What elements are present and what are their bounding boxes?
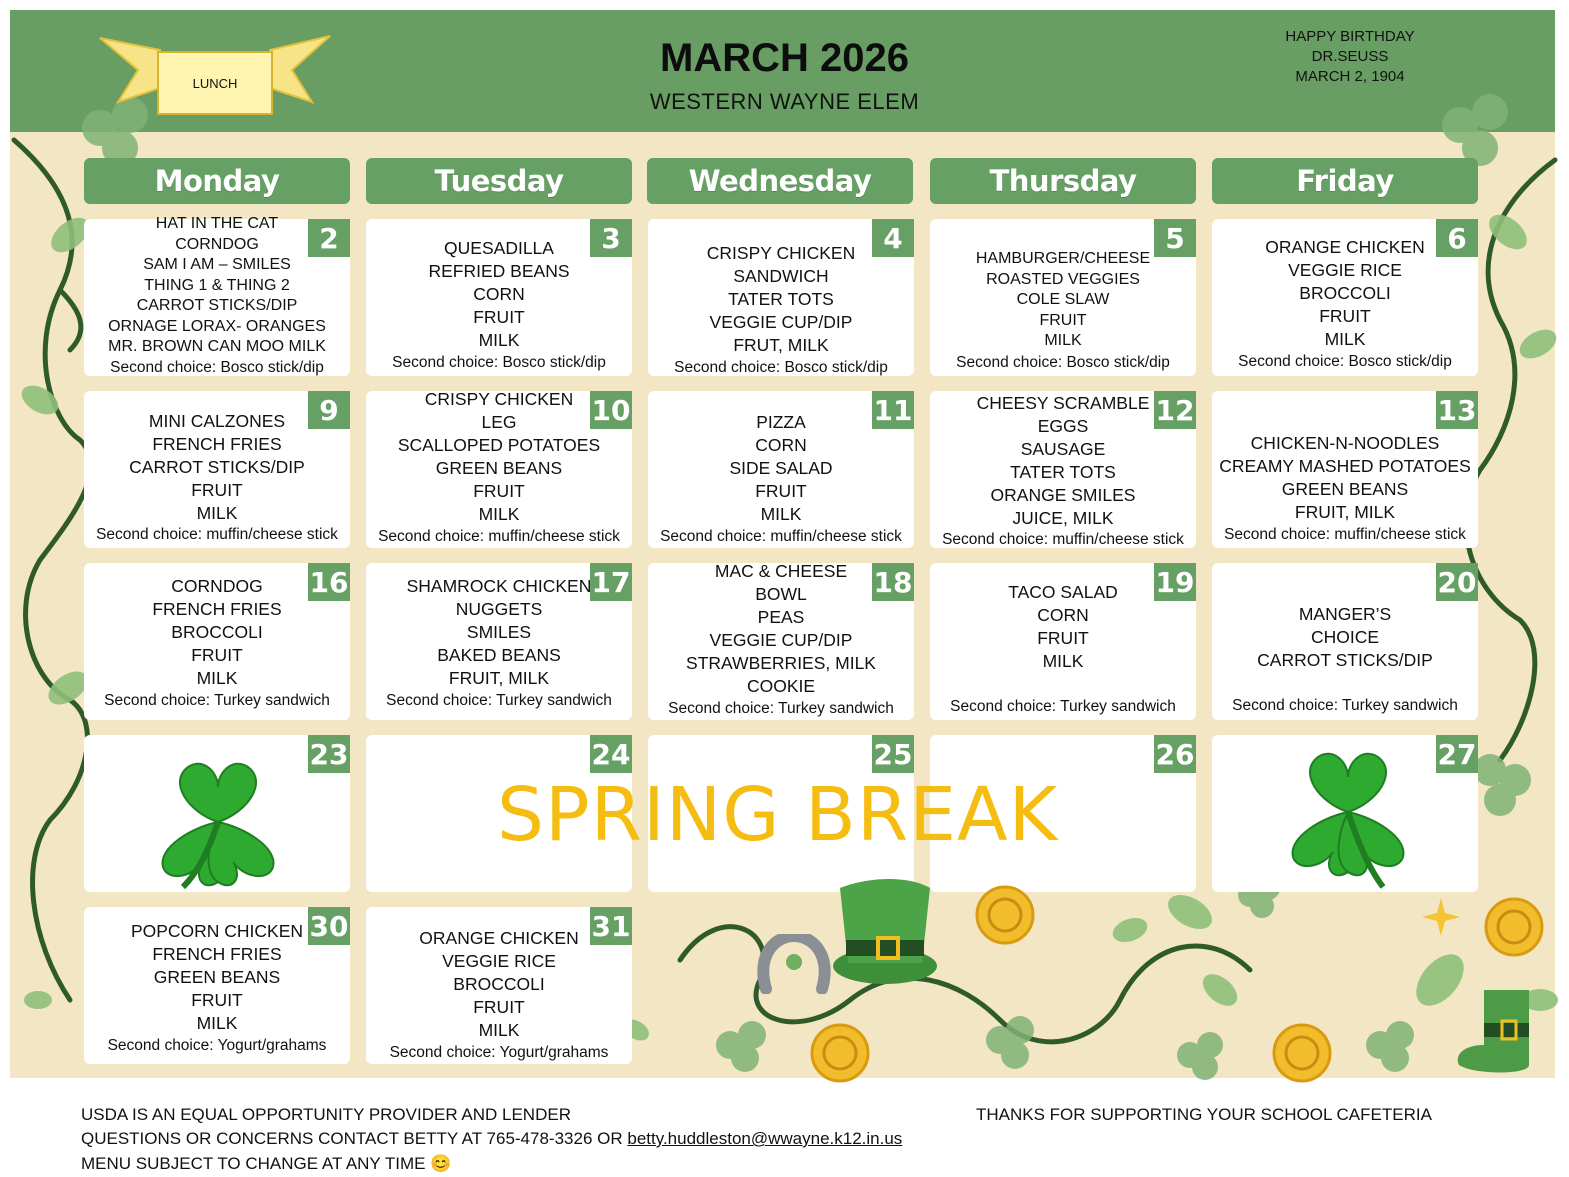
birthday-line: DR.SEUSS <box>1311 48 1389 65</box>
day-cell <box>84 907 350 1064</box>
menu-item: CHEESY SCRAMBLE <box>976 393 1150 413</box>
menu-item: FRUT, MILK <box>733 335 829 355</box>
sparkle-icon <box>1422 898 1460 936</box>
menu-item: CORN <box>473 284 525 304</box>
second-choice: Second choice: Bosco stick/dip <box>392 354 606 371</box>
menu-item: FRENCH FRIES <box>152 434 282 454</box>
footer-contact <box>81 1129 902 1149</box>
menu-item: COOKIE <box>746 676 816 696</box>
menu-item: MILK <box>478 1020 520 1040</box>
date-number: 27 <box>1436 735 1478 773</box>
footer-thanks: THANKS FOR SUPPORTING YOUR SCHOOL CAFETERIA <box>976 1105 1432 1124</box>
menu-item: BROCCOLI <box>1299 283 1391 303</box>
menu-item: ORANGE CHICKEN <box>1265 237 1425 257</box>
menu-item: MILK <box>196 668 238 688</box>
menu-item: FRUIT <box>1319 306 1371 326</box>
footer-contact-text: QUESTIONS OR CONCERNS CONTACT BETTY AT 765-478-3326 OR <box>81 1129 628 1148</box>
shamrock-icon <box>138 752 298 892</box>
date-number: 6 <box>1436 219 1478 257</box>
day-cell <box>1212 563 1478 720</box>
gold-coin-icon <box>1272 1023 1332 1083</box>
date-number: 17 <box>590 563 632 601</box>
menu-item: MILK <box>196 503 238 523</box>
menu-item: GREEN BEANS <box>153 967 281 987</box>
day-cell <box>930 219 1196 376</box>
menu-item: FRUIT <box>1039 311 1087 329</box>
menu-item: CARROT STICKS/DIP <box>129 457 305 477</box>
footer-usda: USDA IS AN EQUAL OPPORTUNITY PROVIDER AND LENDER <box>81 1105 571 1124</box>
menu-item: POPCORN CHICKEN <box>130 921 304 941</box>
menu-item: MANGER’S <box>1298 604 1392 624</box>
menu-item: SAM I AM – SMILES <box>143 256 291 273</box>
menu-item: HAMBURGER/CHEESE <box>975 250 1151 267</box>
menu-item: STRAWBERRIES, MILK <box>686 653 876 673</box>
menu-item: FRUIT <box>473 481 525 501</box>
day-cell <box>366 219 632 376</box>
date-number: 31 <box>590 907 632 945</box>
menu-item: FRUIT, MILK <box>448 668 550 688</box>
menu-item: MILK <box>1044 332 1082 349</box>
day-header-friday: Friday <box>1212 158 1478 204</box>
menu-item: HAT IN THE CAT <box>155 215 279 232</box>
second-choice: Second choice: Turkey sandwich <box>386 692 612 709</box>
day-cell <box>930 563 1196 720</box>
date-number: 3 <box>590 219 632 257</box>
date-number: 26 <box>1154 735 1196 773</box>
second-choice: Second choice: Turkey sandwich <box>1232 697 1458 714</box>
menu-item: FRUIT <box>473 307 525 327</box>
day-cell <box>84 563 350 720</box>
second-choice: Second choice: muffin/cheese stick <box>660 528 902 545</box>
menu-item: SANDWICH <box>733 266 829 286</box>
menu-item: MILK <box>1042 651 1084 671</box>
date-number: 4 <box>872 219 914 257</box>
day-header-monday: Monday <box>84 158 350 204</box>
menu-item: VEGGIE CUP/DIP <box>709 630 853 650</box>
date-number: 12 <box>1154 391 1196 429</box>
menu-item: BAKED BEANS <box>437 645 561 665</box>
menu-item: BROCCOLI <box>453 974 545 994</box>
date-number: 2 <box>308 219 350 257</box>
day-cell <box>366 907 632 1064</box>
school-name: WESTERN WAYNE ELEM <box>649 89 920 114</box>
gold-coin-icon <box>975 885 1035 945</box>
date-number: 5 <box>1154 219 1196 257</box>
menu-item: TACO SALAD <box>1008 582 1118 602</box>
date-number: 25 <box>872 735 914 773</box>
menu-item: REFRIED BEANS <box>428 261 570 281</box>
menu-item: ROASTED VEGGIES <box>986 270 1140 288</box>
menu-item: FRUIT, MILK <box>1294 502 1396 522</box>
second-choice: Second choice: Yogurt/grahams <box>107 1037 327 1054</box>
second-choice: Second choice: Turkey sandwich <box>950 698 1176 715</box>
menu-item: NUGGETS <box>455 599 543 619</box>
menu-item: SHAMROCK CHICKEN <box>406 576 592 596</box>
menu-item: JUICE, MILK <box>1012 508 1114 528</box>
menu-item: THING 1 & THING 2 <box>144 276 290 294</box>
spring-break-text: SPRING BREAK <box>497 772 1059 858</box>
menu-item: CRISPY CHICKEN <box>424 389 574 409</box>
menu-item: CORN <box>755 435 807 455</box>
menu-item: BROCCOLI <box>171 622 263 642</box>
menu-item: GREEN BEANS <box>435 458 563 478</box>
menu-item: MILK <box>1324 329 1366 349</box>
day-cell <box>930 391 1196 548</box>
footer-note: MENU SUBJECT TO CHANGE AT ANY TIME 😊 <box>81 1154 452 1173</box>
menu-item: CORNDOG <box>171 576 263 596</box>
day-cell <box>1212 219 1478 376</box>
menu-item: PIZZA <box>756 412 806 432</box>
date-number: 19 <box>1154 563 1196 601</box>
menu-item: VEGGIE RICE <box>1288 260 1402 280</box>
menu-item: CRISPY CHICKEN <box>706 243 856 263</box>
gold-coin-icon <box>810 1023 870 1083</box>
birthday-note <box>1250 27 1450 87</box>
menu-item: FRUIT <box>191 990 243 1010</box>
second-choice: Second choice: Bosco stick/dip <box>1238 353 1452 370</box>
date-number: 18 <box>872 563 914 601</box>
day-header-wednesday: Wednesday <box>647 158 913 204</box>
menu-item: PEAS <box>757 607 805 627</box>
menu-item: CREAMY MASHED POTATOES <box>1219 456 1471 476</box>
date-number: 9 <box>308 391 350 429</box>
menu-item: SMILES <box>466 622 532 642</box>
menu-item: COLE SLAW <box>1016 291 1110 308</box>
menu-item: CARROT STICKS/DIP <box>136 297 298 314</box>
leprechaun-boot-icon <box>1454 985 1544 1077</box>
menu-item: CARROT STICKS/DIP <box>1257 650 1433 670</box>
menu-item: VEGGIE CUP/DIP <box>709 312 853 332</box>
menu-item: FRUIT <box>1037 628 1089 648</box>
second-choice: Second choice: Turkey sandwich <box>668 700 894 717</box>
menu-item: SAUSAGE <box>1020 439 1106 459</box>
menu-item: CORN <box>1037 605 1089 625</box>
menu-item: GREEN BEANS <box>1281 479 1409 499</box>
menu-item: CHICKEN-N-NOODLES <box>1250 433 1440 453</box>
menu-item: EGGS <box>1037 416 1089 436</box>
day-cell <box>648 391 914 548</box>
menu-item: ORANGE SMILES <box>990 485 1136 505</box>
menu-item: ORANGE CHICKEN <box>419 928 579 948</box>
gold-coin-icon <box>1484 897 1544 957</box>
menu-item: FRENCH FRIES <box>152 599 282 619</box>
menu-item: MILK <box>760 504 802 524</box>
menu-item: FRUIT <box>191 645 243 665</box>
lunch-banner-label: LUNCH <box>192 75 238 91</box>
date-number: 11 <box>872 391 914 429</box>
menu-item: MILK <box>478 504 520 524</box>
menu-item: QUESADILLA <box>444 238 554 258</box>
date-number: 13 <box>1436 391 1478 429</box>
day-cell <box>84 391 350 548</box>
second-choice: Second choice: Bosco stick/dip <box>956 354 1170 371</box>
menu-item: CORNDOG <box>175 235 259 253</box>
horseshoe-icon <box>756 934 832 994</box>
second-choice: Second choice: Turkey sandwich <box>104 692 330 709</box>
menu-item: FRUIT <box>191 480 243 500</box>
date-number: 16 <box>308 563 350 601</box>
day-cell <box>84 215 350 376</box>
menu-item: SIDE SALAD <box>729 458 833 478</box>
second-choice: Second choice: Bosco stick/dip <box>110 359 324 376</box>
menu-item: ORNAGE LORAX- ORANGES <box>108 317 326 335</box>
day-cell <box>648 563 914 720</box>
menu-item: TATER TOTS <box>728 289 834 309</box>
second-choice: Second choice: muffin/cheese stick <box>1224 526 1466 543</box>
date-number: 30 <box>308 907 350 945</box>
day-header-tuesday: Tuesday <box>366 158 632 204</box>
date-number: 24 <box>590 735 632 773</box>
menu-item: MINI CALZONES <box>148 411 286 431</box>
second-choice: Second choice: Yogurt/grahams <box>389 1044 609 1061</box>
menu-item: VEGGIE RICE <box>442 951 556 971</box>
menu-item: MILK <box>196 1013 238 1033</box>
menu-item: LEG <box>481 412 517 432</box>
page-title: MARCH 2026 <box>660 36 909 80</box>
second-choice: Second choice: muffin/cheese stick <box>378 528 620 545</box>
menu-item: FRUIT <box>755 481 807 501</box>
shamrock-icon <box>1268 742 1428 892</box>
menu-item: FRUIT <box>473 997 525 1017</box>
menu-item: MR. BROWN CAN MOO MILK <box>108 338 326 355</box>
menu-item: MILK <box>478 330 520 350</box>
date-number: 23 <box>308 735 350 773</box>
menu-item: MAC & CHEESE <box>714 561 848 581</box>
second-choice: Second choice: muffin/cheese stick <box>942 531 1184 548</box>
day-header-thursday: Thursday <box>930 158 1196 204</box>
birthday-line: HAPPY BIRTHDAY <box>1285 28 1415 45</box>
menu-item: TATER TOTS <box>1010 462 1116 482</box>
day-cell <box>648 219 914 376</box>
day-cell <box>1212 391 1478 548</box>
second-choice: Second choice: muffin/cheese stick <box>96 526 338 543</box>
date-number: 10 <box>590 391 632 429</box>
menu-item: SCALLOPED POTATOES <box>397 435 601 455</box>
menu-item: BOWL <box>755 584 807 604</box>
day-cell <box>366 563 632 720</box>
second-choice: Second choice: Bosco stick/dip <box>674 359 888 376</box>
menu-item: FRENCH FRIES <box>152 944 282 964</box>
date-number: 20 <box>1436 563 1478 601</box>
email-link[interactable]: betty.huddleston@wwayne.k12.in.us <box>627 1129 903 1148</box>
day-cell <box>366 391 632 548</box>
leprechaun-hat-icon <box>830 878 940 990</box>
menu-item: CHOICE <box>1310 627 1380 647</box>
birthday-line: MARCH 2, 1904 <box>1295 68 1405 85</box>
